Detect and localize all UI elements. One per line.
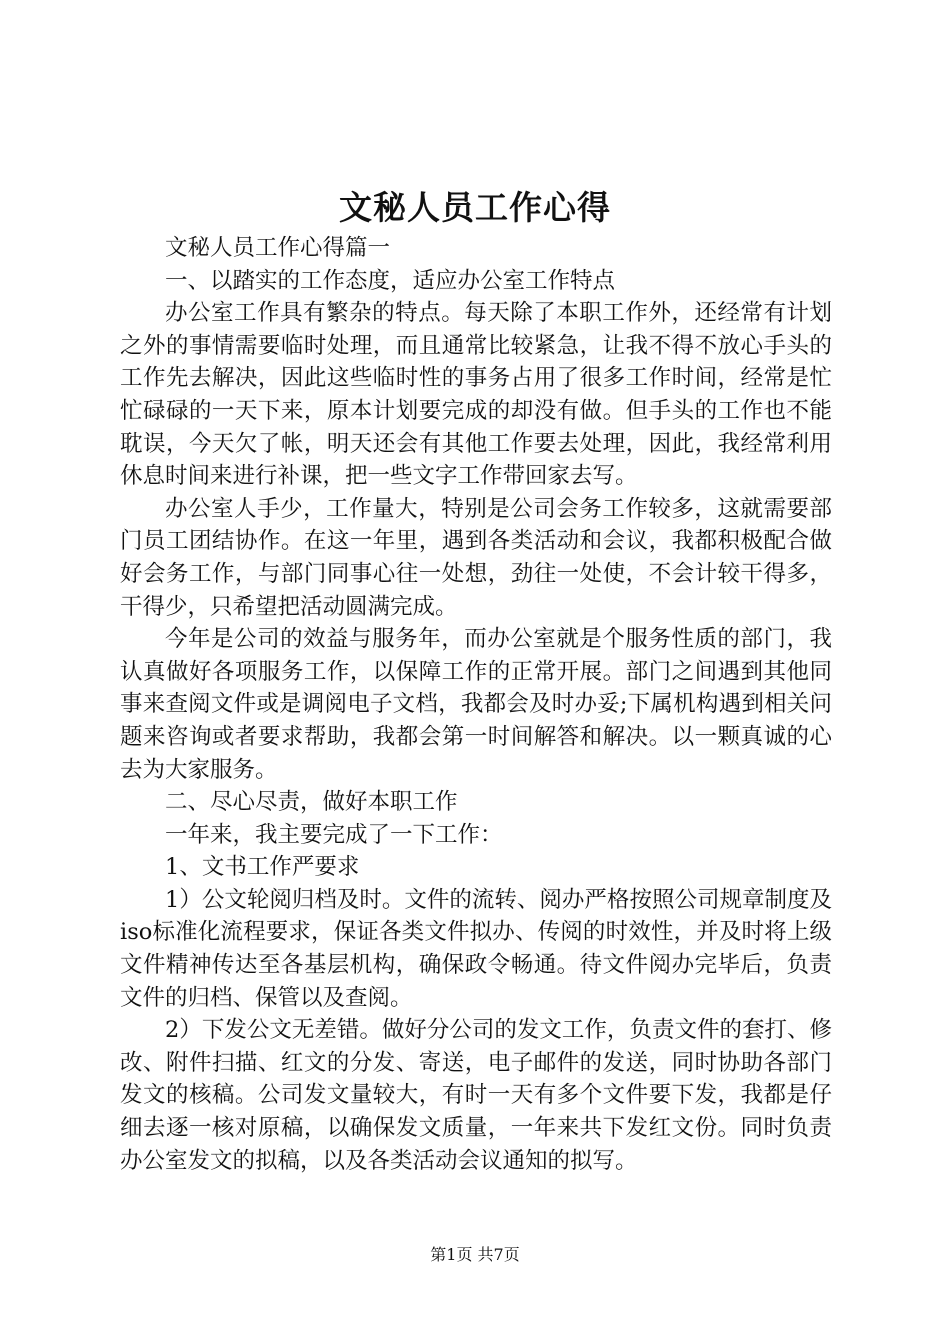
paragraph-year-summary: 一年来，我主要完成了一下工作： xyxy=(165,821,503,848)
document-title: 文秘人员工作心得 xyxy=(339,188,611,227)
paragraph-section-2: 二、尽心尽责，做好本职工作 xyxy=(165,789,458,816)
paragraph-office-work: 办公室工作具有繁杂的特点。每天除了本职工作外，还经常有计划之外的事情需要临时处理，而且通常比较紧急，让我不得不放心手头的工作先去解决，因此这些临时性的事务占用了很多工作时间，经常是忙忙碌碌的一天下来，原本计划要完成的却没有做。但手头的工作也不能耽误，今天欠了帐，明天还会有其他工作要去处理，因此，我经常利用休息时间来进行补课，把一些文字工作带回家去写。 xyxy=(120,300,832,490)
paragraph-heading-part1: 文秘人员工作心得篇一 xyxy=(165,235,391,261)
paragraph-item-2: 2）下发公文无差错。做好分公司的发文工作，负责文件的套打、修改、附件扫描、红文的分发、寄送，电子邮件的发送，同时协助各部门发文的核稿。公司发文量较大，有时一天有多个文件要下发，我都是仔细去逐一核对原稿，以确保发文质量，一年来共下发红文份。同时负责办公室发文的拟稿，以及各类活动会议通知的拟写。 xyxy=(120,1017,832,1174)
paragraph-section-1: 一、以踏实的工作态度，适应办公室工作特点 xyxy=(165,267,616,294)
page-number-footer: 第1页 共7页 xyxy=(430,1245,520,1264)
paragraph-teamwork: 办公室人手少，工作量大，特别是公司会务工作较多，这就需要部门员工团结协作。在这一年里，遇到各类活动和会议，我都积极配合做好会务工作，与部门同事心往一处想，劲往一处使，不会计较干得多，干得少，只希望把活动圆满完成。 xyxy=(120,495,832,620)
document-body xyxy=(120,232,832,1177)
paragraph-item-1: 1）公文轮阅归档及时。文件的流转、阅办严格按照公司规章制度及iso标准化流程要求，保证各类文件拟办、传阅的时效性，并及时将上级文件精神传达至各基层机构，确保政令畅通。待文件阅办完毕后，负责文件的归档、保管以及查阅。 xyxy=(120,886,832,1011)
paragraph-subsection-1: 1、文书工作严要求 xyxy=(165,854,360,881)
paragraph-service: 今年是公司的效益与服务年，而办公室就是个服务性质的部门，我认真做好各项服务工作，以保障工作的正常开展。部门之间遇到其他同事来查阅文件或是调阅电子文档，我都会及时办妥;下属机构遇到相关问题来咨询或者要求帮助，我都会第一时间解答和解决。以一颗真诚的心去为大家服务。 xyxy=(120,626,832,783)
